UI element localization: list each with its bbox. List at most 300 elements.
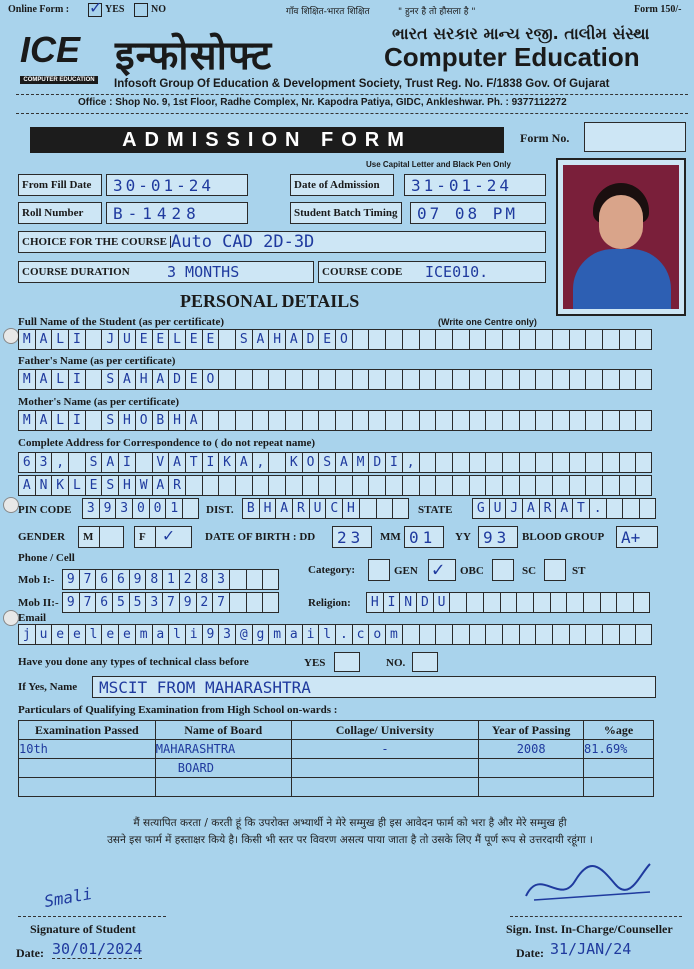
- grid-cell[interactable]: H: [268, 329, 285, 350]
- grid-cell[interactable]: [585, 624, 602, 645]
- student-date-value[interactable]: 30/01/2024: [52, 940, 143, 958]
- from-fill-date-field[interactable]: 30-01-24: [106, 174, 248, 196]
- grid-cell[interactable]: ,: [51, 452, 68, 473]
- grid-cell[interactable]: [600, 592, 617, 613]
- grid-cell[interactable]: [368, 410, 385, 431]
- incharge-date-value[interactable]: 31/JAN/24: [550, 940, 632, 958]
- grid-cell[interactable]: [602, 410, 619, 431]
- grid-cell[interactable]: [318, 410, 335, 431]
- grid-cell[interactable]: S: [235, 329, 252, 350]
- grid-cell[interactable]: [483, 592, 500, 613]
- grid-cell[interactable]: [318, 475, 335, 496]
- grid-cell[interactable]: S: [318, 452, 335, 473]
- grid-cell[interactable]: [619, 624, 636, 645]
- grid-cell[interactable]: [619, 410, 636, 431]
- grid-cell[interactable]: [252, 369, 269, 390]
- grid-cell[interactable]: [469, 475, 486, 496]
- grid-cell[interactable]: 5: [129, 592, 146, 613]
- grid-cell[interactable]: [302, 410, 319, 431]
- grid-cell[interactable]: U: [118, 329, 135, 350]
- grid-cell[interactable]: A: [522, 498, 539, 519]
- grid-cell[interactable]: 2: [179, 569, 196, 590]
- grid-cell[interactable]: [550, 592, 567, 613]
- grid-cell[interactable]: [262, 592, 279, 613]
- grid-cell[interactable]: [202, 475, 219, 496]
- grid-cell[interactable]: [218, 475, 235, 496]
- grid-cell[interactable]: [502, 329, 519, 350]
- mob1-grid[interactable]: [62, 569, 279, 590]
- grid-cell[interactable]: [85, 329, 102, 350]
- grid-cell[interactable]: 3: [212, 569, 229, 590]
- grid-cell[interactable]: e: [118, 624, 135, 645]
- grid-cell[interactable]: [419, 624, 436, 645]
- cell-exam[interactable]: 10th: [19, 740, 156, 759]
- grid-cell[interactable]: E: [152, 329, 169, 350]
- grid-cell[interactable]: [262, 569, 279, 590]
- grid-cell[interactable]: [635, 329, 652, 350]
- grid-cell[interactable]: [585, 475, 602, 496]
- grid-cell[interactable]: I: [118, 452, 135, 473]
- grid-cell[interactable]: H: [342, 498, 359, 519]
- grid-cell[interactable]: [485, 475, 502, 496]
- grid-cell[interactable]: [552, 624, 569, 645]
- grid-cell[interactable]: [246, 592, 263, 613]
- email-grid[interactable]: [18, 624, 652, 645]
- grid-cell[interactable]: J: [101, 329, 118, 350]
- grid-cell[interactable]: O: [302, 452, 319, 473]
- grid-cell[interactable]: [335, 475, 352, 496]
- grid-cell[interactable]: [466, 592, 483, 613]
- grid-cell[interactable]: [502, 452, 519, 473]
- grid-cell[interactable]: D: [416, 592, 433, 613]
- grid-cell[interactable]: A: [285, 329, 302, 350]
- grid-cell[interactable]: I: [202, 452, 219, 473]
- grid-cell[interactable]: [535, 624, 552, 645]
- grid-cell[interactable]: u: [35, 624, 52, 645]
- grid-cell[interactable]: [602, 475, 619, 496]
- grid-cell[interactable]: [402, 329, 419, 350]
- grid-cell[interactable]: H: [118, 475, 135, 496]
- grid-cell[interactable]: L: [68, 475, 85, 496]
- grid-cell[interactable]: O: [135, 410, 152, 431]
- grid-cell[interactable]: [268, 369, 285, 390]
- grid-cell[interactable]: [235, 475, 252, 496]
- grid-cell[interactable]: [335, 410, 352, 431]
- grid-cell[interactable]: [519, 410, 536, 431]
- grid-cell[interactable]: A: [101, 452, 118, 473]
- grid-cell[interactable]: 7: [162, 592, 179, 613]
- grid-cell[interactable]: [252, 410, 269, 431]
- grid-cell[interactable]: e: [101, 624, 118, 645]
- grid-cell[interactable]: A: [252, 329, 269, 350]
- grid-cell[interactable]: N: [399, 592, 416, 613]
- roll-number-field[interactable]: B-1428: [106, 202, 248, 224]
- grid-cell[interactable]: A: [35, 329, 52, 350]
- grid-cell[interactable]: H: [118, 410, 135, 431]
- grid-cell[interactable]: e: [68, 624, 85, 645]
- grid-cell[interactable]: .: [589, 498, 606, 519]
- grid-cell[interactable]: [585, 410, 602, 431]
- grid-cell[interactable]: I: [68, 329, 85, 350]
- grid-cell[interactable]: A: [35, 410, 52, 431]
- grid-cell[interactable]: [268, 475, 285, 496]
- grid-cell[interactable]: o: [368, 624, 385, 645]
- grid-cell[interactable]: [218, 329, 235, 350]
- grid-cell[interactable]: [622, 498, 639, 519]
- grid-cell[interactable]: [376, 498, 393, 519]
- grid-cell[interactable]: g: [252, 624, 269, 645]
- grid-cell[interactable]: [335, 369, 352, 390]
- grid-cell[interactable]: [519, 329, 536, 350]
- grid-cell[interactable]: [552, 369, 569, 390]
- grid-cell[interactable]: [535, 369, 552, 390]
- grid-cell[interactable]: R: [168, 475, 185, 496]
- grid-cell[interactable]: [569, 329, 586, 350]
- grid-cell[interactable]: e: [51, 624, 68, 645]
- course-duration-field[interactable]: [18, 261, 314, 283]
- grid-cell[interactable]: [469, 624, 486, 645]
- grid-cell[interactable]: 1: [162, 569, 179, 590]
- grid-cell[interactable]: [469, 410, 486, 431]
- grid-cell[interactable]: l: [168, 624, 185, 645]
- grid-cell[interactable]: C: [325, 498, 342, 519]
- grid-cell[interactable]: [392, 498, 409, 519]
- grid-cell[interactable]: A: [275, 498, 292, 519]
- grid-cell[interactable]: [435, 369, 452, 390]
- grid-cell[interactable]: 7: [212, 592, 229, 613]
- grid-cell[interactable]: [516, 592, 533, 613]
- grid-cell[interactable]: [419, 410, 436, 431]
- grid-cell[interactable]: M: [18, 410, 35, 431]
- grid-cell[interactable]: [519, 452, 536, 473]
- grid-cell[interactable]: 3: [35, 452, 52, 473]
- grid-cell[interactable]: [185, 475, 202, 496]
- grid-cell[interactable]: [535, 452, 552, 473]
- grid-cell[interactable]: [619, 329, 636, 350]
- grid-cell[interactable]: [68, 452, 85, 473]
- grid-cell[interactable]: H: [135, 369, 152, 390]
- grid-cell[interactable]: [602, 329, 619, 350]
- grid-cell[interactable]: [552, 329, 569, 350]
- grid-cell[interactable]: [385, 369, 402, 390]
- grid-cell[interactable]: [402, 369, 419, 390]
- grid-cell[interactable]: A: [168, 452, 185, 473]
- grid-cell[interactable]: [569, 369, 586, 390]
- mother-name-grid[interactable]: [18, 410, 652, 431]
- grid-cell[interactable]: B: [242, 498, 259, 519]
- grid-cell[interactable]: [602, 452, 619, 473]
- grid-cell[interactable]: [635, 452, 652, 473]
- grid-cell[interactable]: [583, 592, 600, 613]
- grid-cell[interactable]: [485, 624, 502, 645]
- grid-cell[interactable]: ,: [402, 452, 419, 473]
- grid-cell[interactable]: V: [152, 452, 169, 473]
- grid-cell[interactable]: 2: [196, 592, 213, 613]
- grid-cell[interactable]: [602, 624, 619, 645]
- grid-cell[interactable]: [435, 329, 452, 350]
- grid-cell[interactable]: U: [489, 498, 506, 519]
- grid-cell[interactable]: [619, 452, 636, 473]
- grid-cell[interactable]: O: [335, 329, 352, 350]
- grid-cell[interactable]: [633, 592, 650, 613]
- grid-cell[interactable]: [485, 452, 502, 473]
- grid-cell[interactable]: [616, 592, 633, 613]
- grid-cell[interactable]: L: [51, 369, 68, 390]
- grid-cell[interactable]: [302, 475, 319, 496]
- category-st-box[interactable]: [544, 559, 566, 581]
- grid-cell[interactable]: [519, 475, 536, 496]
- grid-cell[interactable]: [352, 329, 369, 350]
- grid-cell[interactable]: I: [68, 410, 85, 431]
- grid-cell[interactable]: L: [51, 329, 68, 350]
- grid-cell[interactable]: [619, 369, 636, 390]
- cell-board[interactable]: MAHARASHTRA: [155, 740, 291, 759]
- mob2-grid[interactable]: [62, 592, 279, 613]
- grid-cell[interactable]: D: [368, 452, 385, 473]
- grid-cell[interactable]: [85, 410, 102, 431]
- grid-cell[interactable]: [246, 569, 263, 590]
- grid-cell[interactable]: 1: [165, 498, 182, 519]
- batch-timing-field[interactable]: 07 08 PM: [410, 202, 546, 224]
- grid-cell[interactable]: [585, 329, 602, 350]
- grid-cell[interactable]: O: [202, 369, 219, 390]
- grid-cell[interactable]: [585, 452, 602, 473]
- grid-cell[interactable]: 7: [79, 592, 96, 613]
- grid-cell[interactable]: H: [259, 498, 276, 519]
- dist-grid[interactable]: [242, 498, 409, 519]
- grid-cell[interactable]: l: [318, 624, 335, 645]
- grid-cell[interactable]: G: [472, 498, 489, 519]
- grid-cell[interactable]: [635, 624, 652, 645]
- grid-cell[interactable]: j: [18, 624, 35, 645]
- grid-cell[interactable]: 0: [149, 498, 166, 519]
- grid-cell[interactable]: [519, 369, 536, 390]
- grid-cell[interactable]: [533, 592, 550, 613]
- tech-yes-box[interactable]: [334, 652, 360, 672]
- grid-cell[interactable]: L: [51, 410, 68, 431]
- grid-cell[interactable]: 6: [112, 569, 129, 590]
- grid-cell[interactable]: [569, 410, 586, 431]
- grid-cell[interactable]: ,: [252, 452, 269, 473]
- grid-cell[interactable]: [502, 475, 519, 496]
- grid-cell[interactable]: [519, 624, 536, 645]
- grid-cell[interactable]: [435, 624, 452, 645]
- blood-group-field[interactable]: A+: [616, 526, 658, 548]
- online-no-checkbox[interactable]: [134, 3, 148, 17]
- grid-cell[interactable]: [285, 475, 302, 496]
- grid-cell[interactable]: L: [168, 329, 185, 350]
- grid-cell[interactable]: 3: [82, 498, 99, 519]
- grid-cell[interactable]: [435, 410, 452, 431]
- course-code-field[interactable]: [318, 261, 546, 283]
- grid-cell[interactable]: l: [85, 624, 102, 645]
- grid-cell[interactable]: 9: [62, 569, 79, 590]
- grid-cell[interactable]: A: [152, 475, 169, 496]
- grid-cell[interactable]: [229, 592, 246, 613]
- grid-cell[interactable]: [385, 410, 402, 431]
- grid-cell[interactable]: 6: [95, 592, 112, 613]
- grid-cell[interactable]: A: [152, 369, 169, 390]
- tech-no-box[interactable]: [412, 652, 438, 672]
- if-yes-field[interactable]: MSCIT FROM MAHARASHTRA: [92, 676, 656, 698]
- address-line2-grid[interactable]: [18, 475, 652, 496]
- category-obc-box[interactable]: [428, 559, 456, 581]
- grid-cell[interactable]: [352, 475, 369, 496]
- grid-cell[interactable]: [469, 329, 486, 350]
- grid-cell[interactable]: [368, 475, 385, 496]
- grid-cell[interactable]: m: [135, 624, 152, 645]
- grid-cell[interactable]: [606, 498, 623, 519]
- category-gen-box[interactable]: [368, 559, 390, 581]
- grid-cell[interactable]: K: [285, 452, 302, 473]
- grid-cell[interactable]: [552, 452, 569, 473]
- grid-cell[interactable]: T: [185, 452, 202, 473]
- grid-cell[interactable]: [402, 624, 419, 645]
- grid-cell[interactable]: 8: [145, 569, 162, 590]
- grid-cell[interactable]: A: [185, 410, 202, 431]
- grid-cell[interactable]: m: [268, 624, 285, 645]
- grid-cell[interactable]: A: [18, 475, 35, 496]
- grid-cell[interactable]: 9: [202, 624, 219, 645]
- grid-cell[interactable]: [402, 475, 419, 496]
- grid-cell[interactable]: E: [202, 329, 219, 350]
- grid-cell[interactable]: [569, 452, 586, 473]
- grid-cell[interactable]: 8: [196, 569, 213, 590]
- grid-cell[interactable]: [268, 452, 285, 473]
- religion-grid[interactable]: [366, 592, 650, 613]
- grid-cell[interactable]: [368, 329, 385, 350]
- grid-cell[interactable]: 6: [95, 569, 112, 590]
- grid-cell[interactable]: 0: [132, 498, 149, 519]
- grid-cell[interactable]: [552, 410, 569, 431]
- grid-cell[interactable]: [452, 369, 469, 390]
- pin-code-grid[interactable]: [82, 498, 199, 519]
- grid-cell[interactable]: [235, 410, 252, 431]
- grid-cell[interactable]: D: [168, 369, 185, 390]
- grid-cell[interactable]: [182, 498, 199, 519]
- grid-cell[interactable]: K: [51, 475, 68, 496]
- grid-cell[interactable]: [229, 569, 246, 590]
- grid-cell[interactable]: 3: [145, 592, 162, 613]
- date-of-admission-field[interactable]: 31-01-24: [404, 174, 546, 196]
- grid-cell[interactable]: E: [135, 329, 152, 350]
- grid-cell[interactable]: [569, 624, 586, 645]
- grid-cell[interactable]: M: [18, 329, 35, 350]
- grid-cell[interactable]: E: [185, 369, 202, 390]
- grid-cell[interactable]: [635, 475, 652, 496]
- grid-cell[interactable]: [385, 475, 402, 496]
- grid-cell[interactable]: 3: [218, 624, 235, 645]
- grid-cell[interactable]: I: [385, 452, 402, 473]
- grid-cell[interactable]: m: [385, 624, 402, 645]
- grid-cell[interactable]: [602, 369, 619, 390]
- gender-female-box[interactable]: F ✓: [134, 526, 192, 548]
- grid-cell[interactable]: A: [335, 452, 352, 473]
- grid-cell[interactable]: 9: [62, 592, 79, 613]
- grid-cell[interactable]: H: [366, 592, 383, 613]
- grid-cell[interactable]: [402, 410, 419, 431]
- grid-cell[interactable]: [202, 410, 219, 431]
- grid-cell[interactable]: [452, 624, 469, 645]
- grid-cell[interactable]: U: [433, 592, 450, 613]
- grid-cell[interactable]: R: [292, 498, 309, 519]
- grid-cell[interactable]: [635, 410, 652, 431]
- grid-cell[interactable]: [585, 369, 602, 390]
- grid-cell[interactable]: [485, 329, 502, 350]
- grid-cell[interactable]: [285, 369, 302, 390]
- dob-mm-field[interactable]: 01: [404, 526, 444, 548]
- grid-cell[interactable]: 5: [112, 592, 129, 613]
- dob-dd-field[interactable]: 23: [332, 526, 372, 548]
- grid-cell[interactable]: A: [118, 369, 135, 390]
- grid-cell[interactable]: N: [35, 475, 52, 496]
- form-no-field[interactable]: [584, 122, 686, 152]
- grid-cell[interactable]: [452, 452, 469, 473]
- grid-cell[interactable]: E: [318, 329, 335, 350]
- grid-cell[interactable]: 3: [115, 498, 132, 519]
- grid-cell[interactable]: [469, 369, 486, 390]
- grid-cell[interactable]: S: [101, 410, 118, 431]
- grid-cell[interactable]: i: [185, 624, 202, 645]
- grid-cell[interactable]: [500, 592, 517, 613]
- gender-male-box[interactable]: M: [78, 526, 124, 548]
- grid-cell[interactable]: S: [101, 475, 118, 496]
- father-name-grid[interactable]: [18, 369, 652, 390]
- grid-cell[interactable]: a: [152, 624, 169, 645]
- grid-cell[interactable]: [419, 452, 436, 473]
- grid-cell[interactable]: T: [572, 498, 589, 519]
- cell-university[interactable]: -: [291, 740, 479, 759]
- grid-cell[interactable]: M: [18, 369, 35, 390]
- grid-cell[interactable]: S: [85, 452, 102, 473]
- state-grid[interactable]: [472, 498, 656, 519]
- grid-cell[interactable]: M: [352, 452, 369, 473]
- grid-cell[interactable]: [435, 475, 452, 496]
- grid-cell[interactable]: S: [101, 369, 118, 390]
- grid-cell[interactable]: [449, 592, 466, 613]
- grid-cell[interactable]: W: [135, 475, 152, 496]
- grid-cell[interactable]: A: [235, 452, 252, 473]
- grid-cell[interactable]: [302, 369, 319, 390]
- online-yes-checkbox[interactable]: ✓: [89, 0, 103, 17]
- grid-cell[interactable]: [218, 369, 235, 390]
- grid-cell[interactable]: E: [85, 475, 102, 496]
- grid-cell[interactable]: J: [505, 498, 522, 519]
- grid-cell[interactable]: [368, 369, 385, 390]
- grid-cell[interactable]: [535, 410, 552, 431]
- grid-cell[interactable]: [435, 452, 452, 473]
- grid-cell[interactable]: [235, 369, 252, 390]
- cell-year[interactable]: 2008: [479, 740, 584, 759]
- grid-cell[interactable]: [419, 475, 436, 496]
- grid-cell[interactable]: [419, 329, 436, 350]
- grid-cell[interactable]: 6: [18, 452, 35, 473]
- grid-cell[interactable]: [452, 410, 469, 431]
- grid-cell[interactable]: H: [168, 410, 185, 431]
- grid-cell[interactable]: [535, 475, 552, 496]
- grid-cell[interactable]: [318, 369, 335, 390]
- grid-cell[interactable]: [566, 592, 583, 613]
- grid-cell[interactable]: c: [352, 624, 369, 645]
- grid-cell[interactable]: a: [285, 624, 302, 645]
- grid-cell[interactable]: [135, 452, 152, 473]
- grid-cell[interactable]: B: [152, 410, 169, 431]
- course-choice-field[interactable]: [18, 231, 546, 253]
- grid-cell[interactable]: [218, 410, 235, 431]
- grid-cell[interactable]: [268, 410, 285, 431]
- grid-cell[interactable]: 9: [129, 569, 146, 590]
- grid-cell[interactable]: A: [555, 498, 572, 519]
